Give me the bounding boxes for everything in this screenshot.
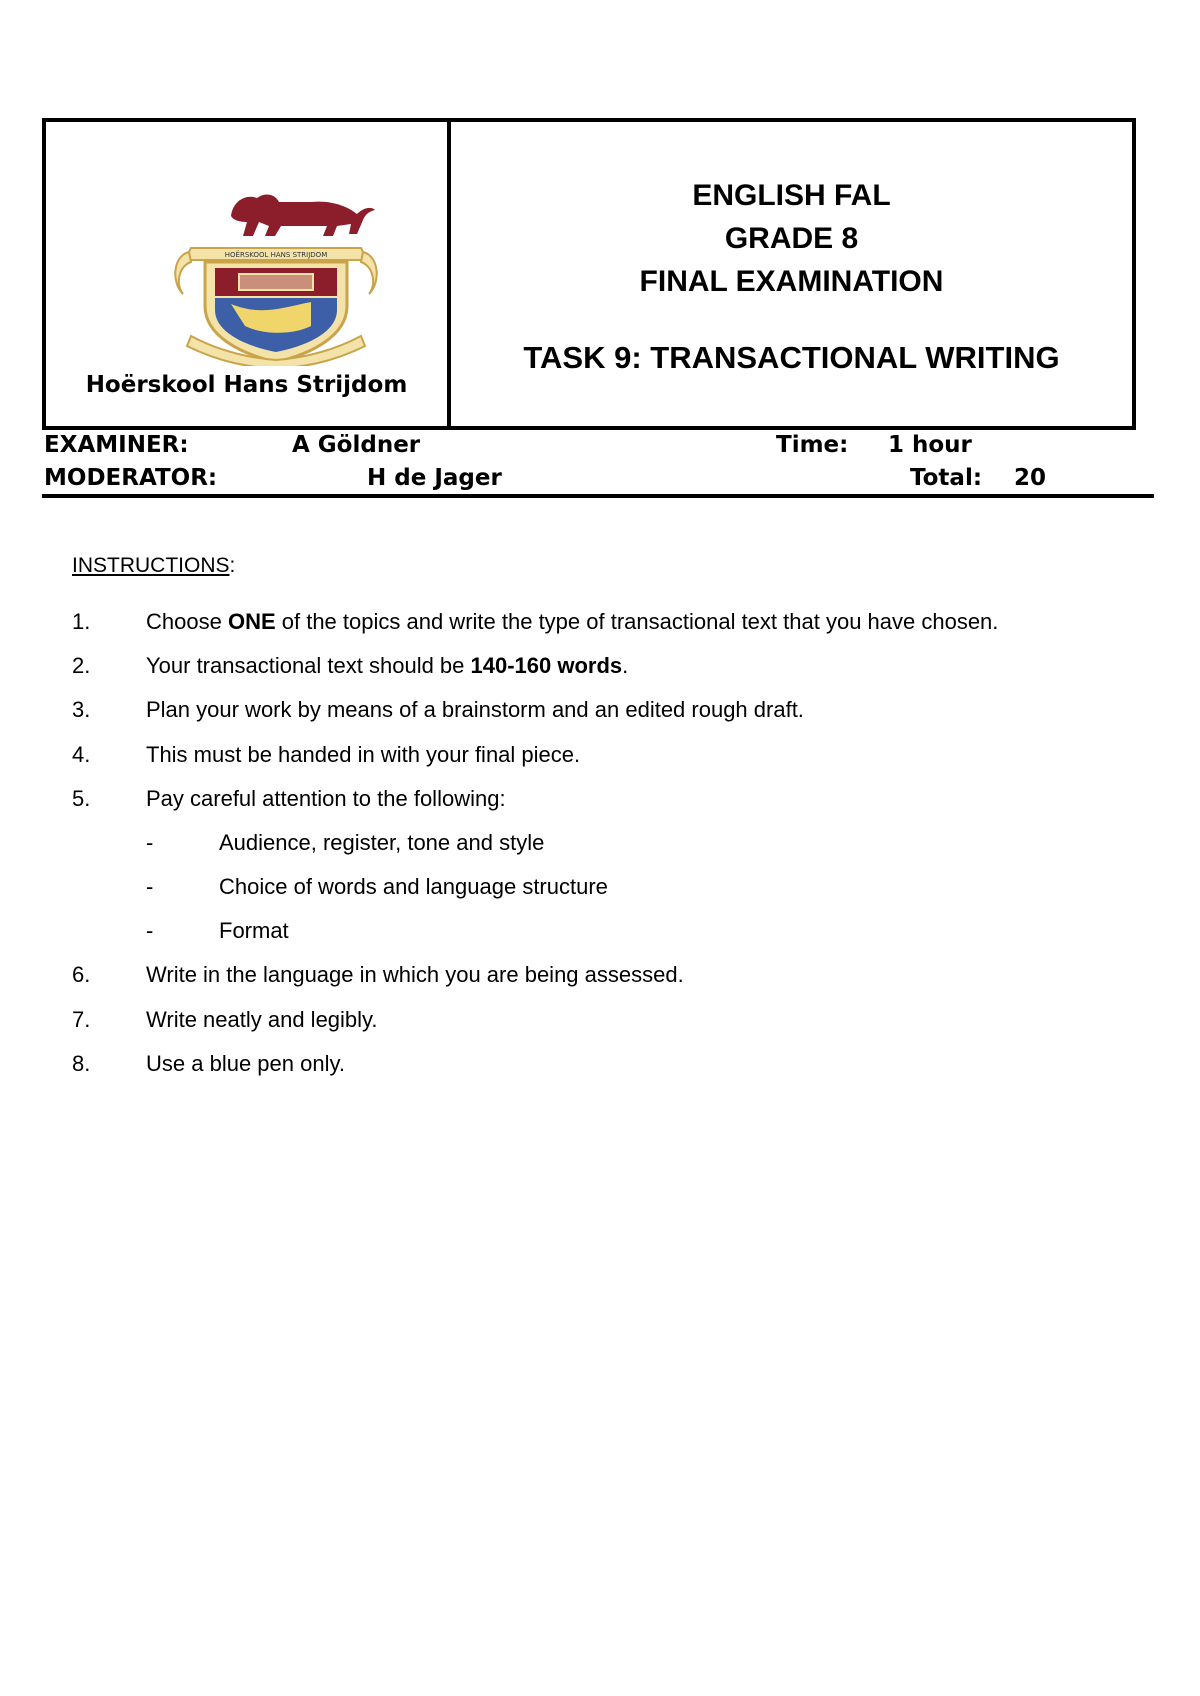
time-value: 1 hour	[888, 432, 972, 458]
school-crest-logo	[161, 186, 391, 366]
lion-emblem	[231, 195, 375, 236]
instructions-heading: INSTRUCTIONS:	[72, 554, 236, 577]
moderator-label: MODERATOR:	[44, 465, 218, 491]
crest-scroll-right	[361, 252, 377, 294]
school-cell	[46, 122, 451, 426]
examiner-label: EXAMINER:	[44, 432, 189, 458]
school-name: Hoërskool Hans Strijdom	[85, 372, 408, 398]
crest-banner-text: HOËRSKOOL HANS STRIJDOM	[224, 251, 328, 259]
header-box	[42, 118, 1136, 430]
total-value: 20	[1014, 465, 1047, 491]
time-label: Time:	[776, 432, 849, 458]
exam-title-cell	[451, 122, 1132, 426]
exam-title: FINAL EXAMINATION	[639, 265, 944, 298]
moderator-value: H de Jager	[367, 465, 502, 491]
grade-title: GRADE 8	[724, 222, 859, 255]
total-label: Total:	[910, 465, 983, 491]
subject-title: ENGLISH FAL	[692, 179, 891, 212]
crest-scroll-left	[175, 252, 191, 294]
task-title: TASK 9: TRANSACTIONAL WRITING	[523, 340, 1060, 375]
examiner-value: A Göldner	[292, 432, 421, 458]
header-divider	[42, 494, 1154, 498]
